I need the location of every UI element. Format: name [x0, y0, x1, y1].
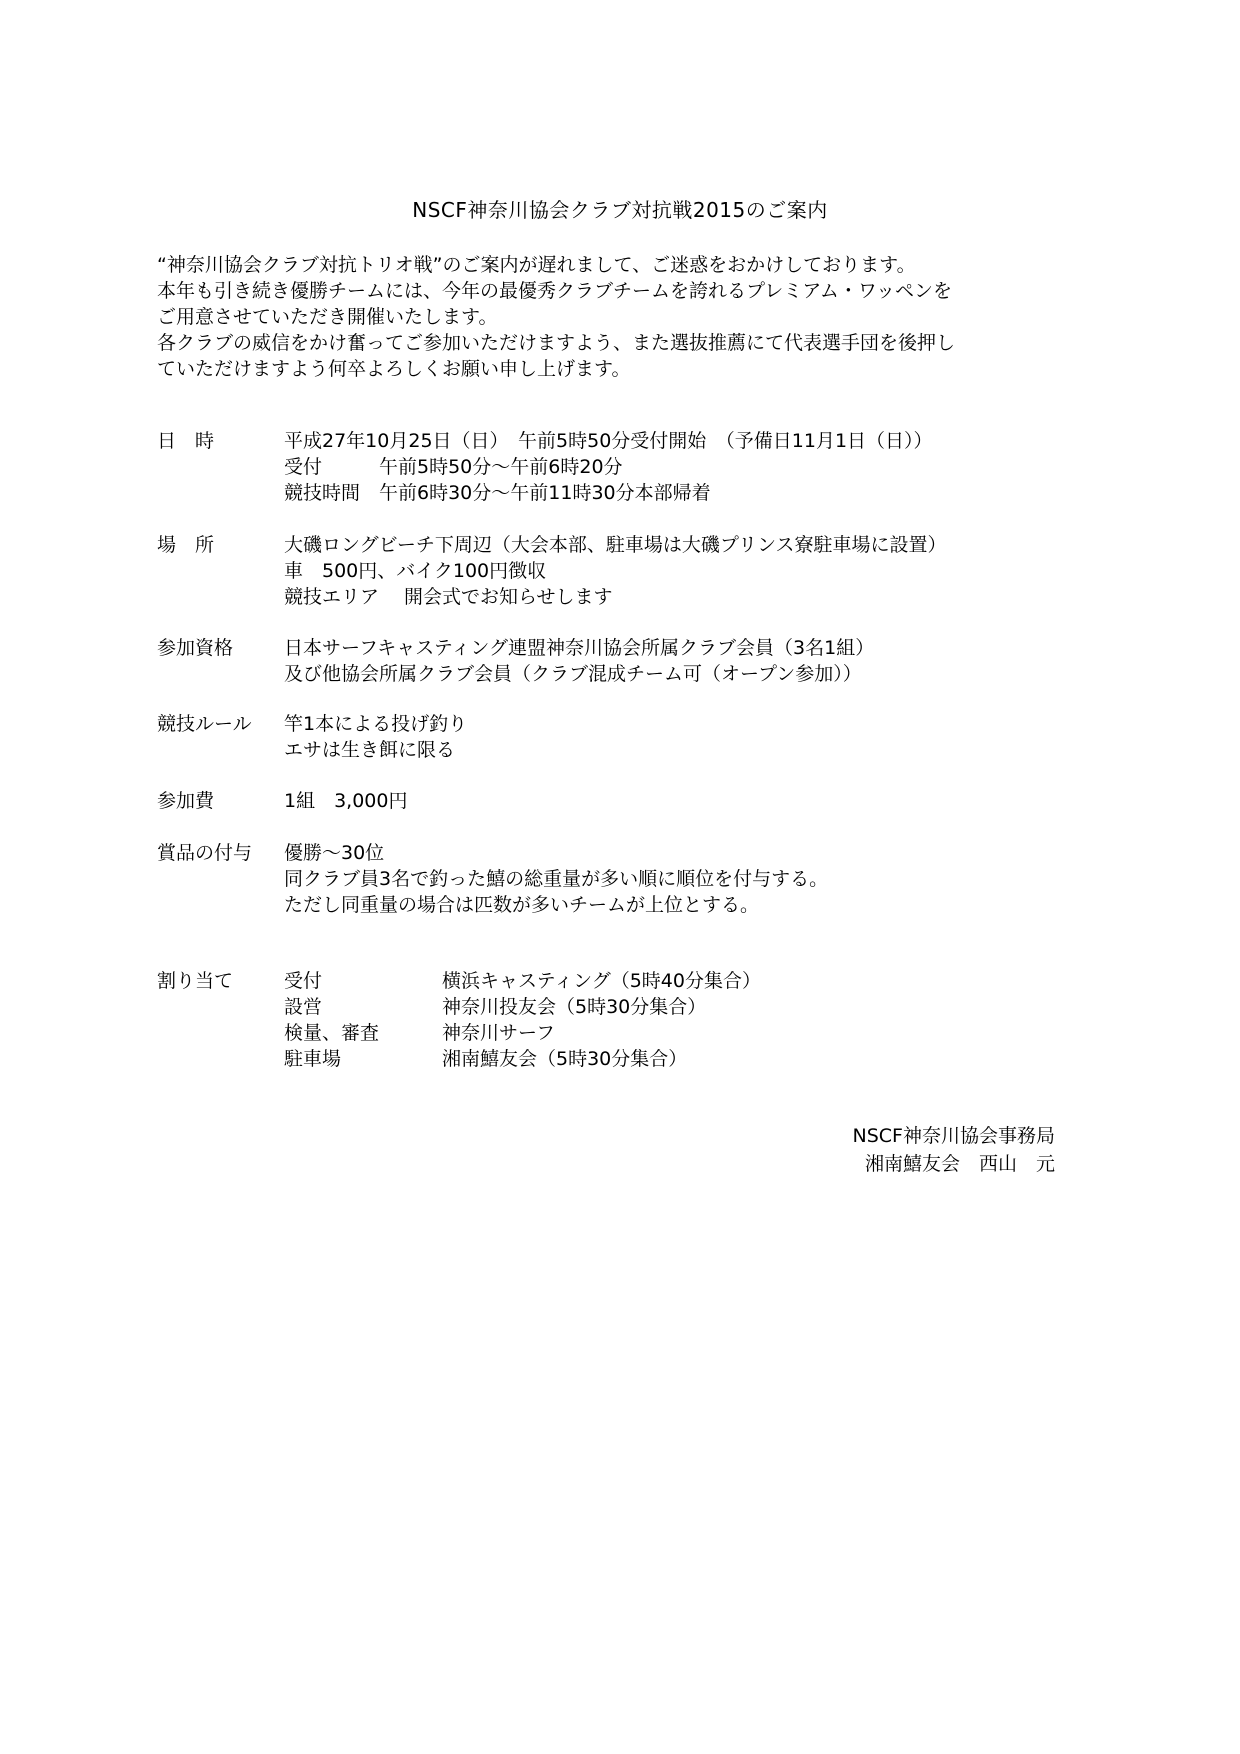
assignment-section: [157, 968, 1087, 1072]
venue-label: 場 所: [157, 534, 215, 556]
schedule-label: 日 時: [157, 430, 215, 452]
prizes-value: 同クラブ員3名で釣った鱚の総重量が多い順に順位を付与する。: [284, 868, 829, 890]
signature-person: 湘南鱚友会 西山 元: [864, 1153, 1055, 1175]
venue-value: 競技エリア 開会式でお知らせします: [284, 586, 613, 608]
intro-line: “神奈川協会クラブ対抗トリオ戦”のご案内が遅れまして、ご迷惑をおかけしております。: [157, 254, 916, 276]
fee-value: 1組 3,000円: [284, 790, 408, 812]
intro-line: 各クラブの威信をかけ奮ってご参加いただけますよう、また選抜推薦にて代表選手団を後押し: [157, 332, 956, 354]
assignment-team: 神奈川投友会（5時30分集合）: [442, 996, 707, 1018]
schedule-section: [157, 428, 1087, 506]
rules-section: [157, 711, 1087, 763]
prizes-value: ただし同重量の場合は匹数が多いチームが上位とする。: [284, 894, 760, 916]
intro-line: ご用意させていただき開催いたします。: [157, 306, 498, 328]
prizes-label: 賞品の付与: [157, 842, 253, 864]
prizes-section: [157, 840, 1087, 918]
assignment-role: 受付: [284, 970, 323, 992]
eligibility-value: 日本サーフキャスティング連盟神奈川協会所属クラブ会員（3名1組）: [284, 637, 875, 659]
venue-section: [157, 532, 1087, 610]
assignment-team: 湘南鱚友会（5時30分集合）: [442, 1048, 688, 1070]
assignment-team: 神奈川サーフ: [442, 1022, 556, 1044]
rules-value: 竿1本による投げ釣り: [284, 713, 468, 735]
assignment-row: [157, 1046, 1087, 1072]
assignment-role: 設営: [284, 996, 323, 1018]
assignment-role: 検量、審査: [284, 1022, 380, 1044]
venue-value: 車 500円、バイク100円徴収: [284, 560, 547, 582]
intro-line: ていただけますよう何卒よろしくお願い申し上げます。: [157, 358, 631, 380]
venue-value: 大磯ロングビーチ下周辺（大会本部、駐車場は大磯プリンス寮駐車場に設置）: [284, 534, 947, 556]
rules-label: 競技ルール: [157, 713, 252, 735]
prizes-value: 優勝～30位: [284, 842, 385, 864]
signature-org: NSCF神奈川協会事務局: [852, 1125, 1055, 1147]
document-title: NSCF神奈川協会クラブ対抗戦2015のご案内: [412, 198, 828, 222]
eligibility-value: 及び他協会所属クラブ会員（クラブ混成チーム可（オープン参加））: [284, 663, 862, 685]
assignment-row: [157, 968, 1087, 994]
rules-value: エサは生き餌に限る: [284, 739, 456, 761]
schedule-value: 平成27年10月25日（日） 午前5時50分受付開始 （予備日11月1日（日））: [284, 430, 933, 452]
intro-paragraph: [157, 252, 1087, 382]
eligibility-section: [157, 635, 1087, 687]
intro-line: 本年も引き続き優勝チームには、今年の最優秀クラブチームを誇れるプレミアム・ワッペンを: [157, 280, 952, 302]
schedule-value: 競技時間 午前6時30分～午前11時30分本部帰着: [284, 482, 711, 504]
assignment-row: [157, 994, 1087, 1020]
eligibility-label: 参加資格: [157, 637, 234, 659]
assignment-label: 割り当て: [157, 970, 234, 992]
assignment-team: 横浜キャスティング（5時40分集合）: [442, 970, 761, 992]
assignment-row: [157, 1020, 1087, 1046]
fee-section: [157, 788, 1087, 814]
fee-label: 参加費: [157, 790, 215, 812]
schedule-value: 受付 午前5時50分～午前6時20分: [284, 456, 623, 478]
signature-block: [853, 1122, 1055, 1178]
assignment-role: 駐車場: [284, 1048, 342, 1070]
